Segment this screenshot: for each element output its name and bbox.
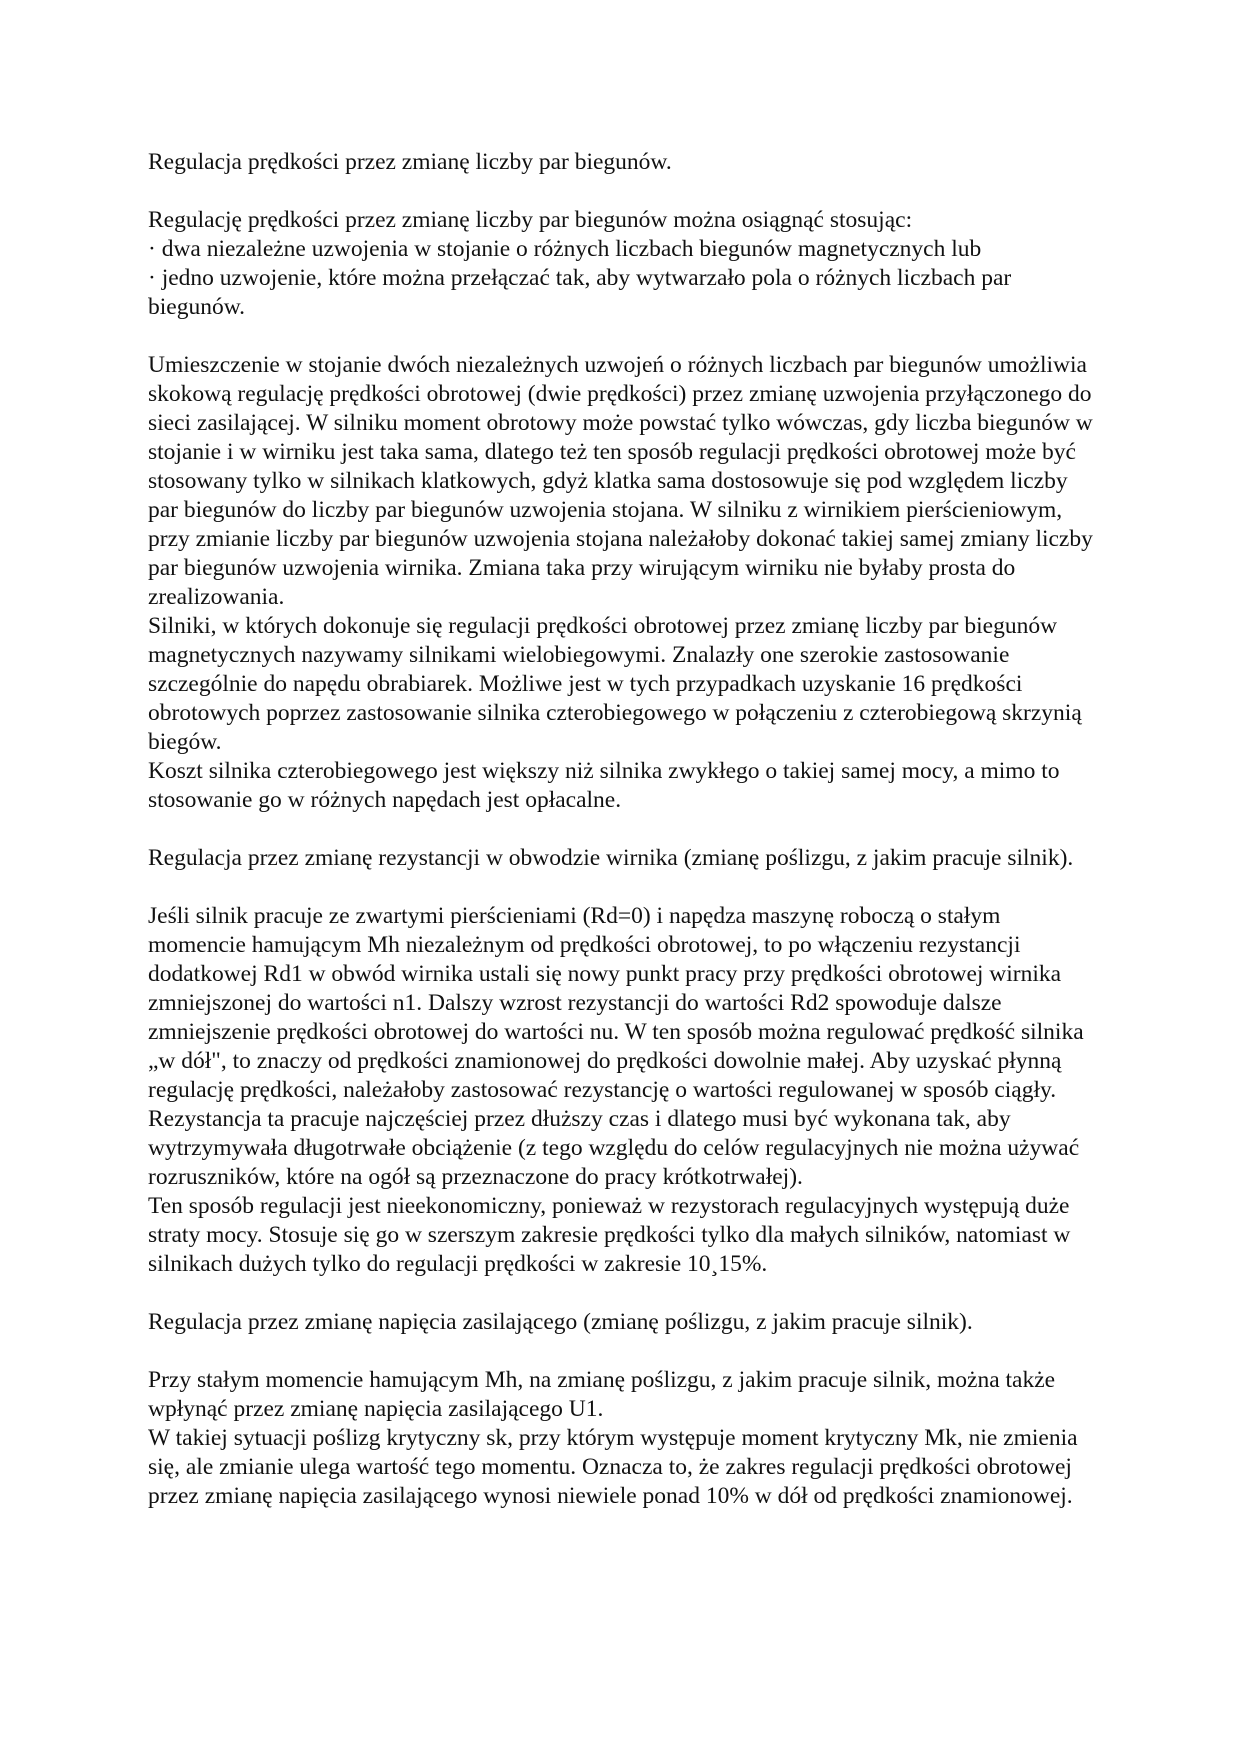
paragraph-resistance-regulation: Jeśli silnik pracuje ze zwartymi pierścieniami (Rd=0) i napędza maszynę roboczą o stałym momencie hamującym Mh niezależnym od prędkości obrotowej, to po włączeniu rezystancji dodatkowej Rd1 w obwód wirnika ustali się nowy punkt pracy przy prędkości obrotowej wirnika zmniejszonej do wartości n1. Dalszy wzrost rezystancji do wartości Rd2 spowoduje dalsze zmniejszenie prędkości obrotowej do wartości nu. W ten sposób można regulować prędkość silnika „w dół", to znaczy od prędkości znamionowej do prędkości dowolnie małej. Aby uzyskać płynną regulację prędkości, należałoby zastosować rezystancję o wartości regulowanej w sposób ciągły. Rezystancja ta pracuje najczęściej przez dłuższy czas i dlatego musi być wykonana tak, aby wytrzymywała długotrwałe obciążenie (z tego względu do celów regulacyjnych nie można używać rozruszników, które na ogół są przeznaczone do pracy krótkotrwałej).	[148, 903, 1084, 1190]
paragraph-stator-windings: Umieszczenie w stojanie dwóch niezależnych uzwojeń o różnych liczbach par biegunów umożliwia skokową regulację prędkości obrotowej (dwie prędkości) przez zmianę uzwojenia przyłączonego do sieci zasilającej. W silniku moment obrotowy może powstać tylko wówczas, gdy liczba biegunów w stojanie i w wirniku jest taka sama, dlatego też ten sposób regulacji prędkości obrotowej może być stosowany tylko w silnikach klatkowych, gdyż klatka sama dostosowuje się pod względem liczby par biegunów do liczby par biegunów uzwojenia stojana. W silniku z wirnikiem pierścieniowym, przy zmianie liczby par biegunów uzwojenia stojana należałoby dokonać takiej samej zmiany liczby par biegunów uzwojenia wirnika. Zmiana taka przy wirującym wirniku nie byłaby prosta do zrealizowania.	[148, 352, 1093, 610]
section-heading-pole-pairs: Regulacja prędkości przez zmianę liczby par biegunów.	[148, 149, 672, 175]
section-heading-supply-voltage: Regulacja przez zmianę napięcia zasilającego (zmianę poślizgu, z jakim pracuje silnik).	[148, 1309, 973, 1335]
bullet-item-1: · dwa niezależne uzwojenia w stojanie o różnych liczbach biegunów magnetycznych lub	[148, 236, 982, 262]
paragraph-cost: Koszt silnika czterobiegowego jest większy niż silnika zwykłego o takiej samej mocy, a mimo to stosowanie go w różnych napędach jest opłacalne.	[148, 758, 1060, 813]
paragraph-multi-speed-motors: Silniki, w których dokonuje się regulacji prędkości obrotowej przez zmianę liczby par biegunów magnetycznych nazywamy silnikami wielobiegowymi. Znalazły one szerokie zastosowanie szczególnie do napędu obrabiarek. Możliwe jest w tych przypadkach uzyskanie 16 prędkości obrotowych poprzez zastosowanie silnika czterobiegowego w połączeniu z czterobiegową skrzynią biegów.	[148, 613, 1082, 755]
spacer	[148, 1337, 1098, 1366]
spacer	[148, 322, 1098, 351]
paragraph-uneconomical: Ten sposób regulacji jest nieekonomiczny, ponieważ w rezystorach regulacyjnych występują duże straty mocy. Stosuje się go w szerszym zakresie prędkości tylko dla małych silników, natomiast w silnikach dużych tylko do regulacji prędkości w zakresie 10¸15%.	[148, 1193, 1071, 1277]
section-heading-rotor-resistance: Regulacja przez zmianę rezystancji w obwodzie wirnika (zmianę poślizgu, z jakim pracuje silnik).	[148, 845, 1074, 871]
spacer	[148, 873, 1098, 902]
spacer	[148, 1279, 1098, 1308]
paragraph-critical-slip: W takiej sytuacji poślizg krytyczny sk, przy którym występuje moment krytyczny Mk, nie zmienia się, ale zmianie ulega wartość tego momentu. Oznacza to, że zakres regulacji prędkości obrotowej przez zmianę napięcia zasilającego wynosi niewiele ponad 10% w dół od prędkości znamionowej.	[148, 1425, 1078, 1509]
document-body	[148, 148, 1098, 1511]
bullet-item-2: · jedno uzwojenie, które można przełączać tak, aby wytwarzało pola o różnych liczbach par biegunów.	[148, 265, 1012, 320]
paragraph-voltage-change: Przy stałym momencie hamującym Mh, na zmianę poślizgu, z jakim pracuje silnik, można także wpłynąć przez zmianę napięcia zasilającego U1.	[148, 1367, 1056, 1422]
intro-paragraph: Regulację prędkości przez zmianę liczby par biegunów można osiągnąć stosując:	[148, 207, 913, 233]
spacer	[148, 815, 1098, 844]
spacer	[148, 177, 1098, 206]
